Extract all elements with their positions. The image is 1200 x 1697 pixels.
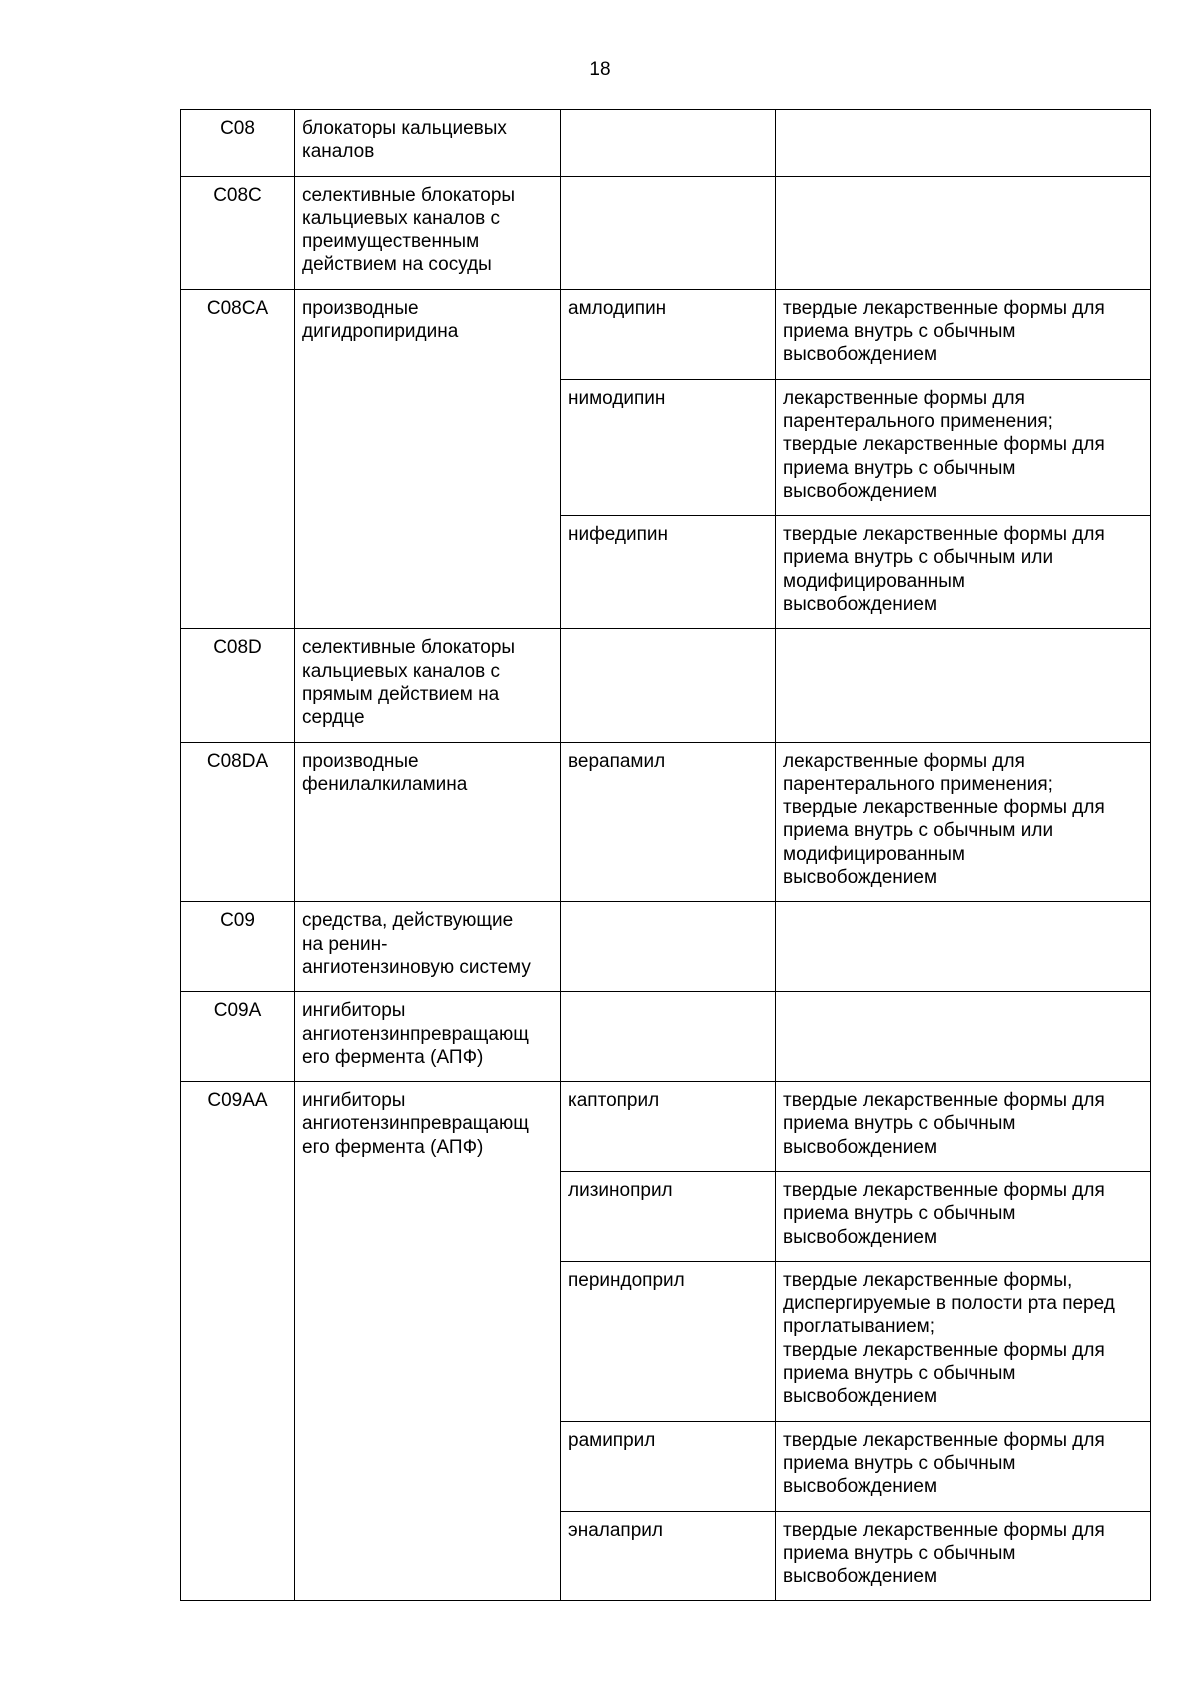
atc-code-cell: C08D [181,629,295,742]
drug-name-cell: лизиноприл [561,1171,776,1261]
atc-code-cell: C08C [181,176,295,289]
drug-name-cell: нифедипин [561,516,776,629]
table-row [181,289,1151,379]
group-name-cell: селективные блокаторы кальциевых каналов с прямым действием на сердце [295,629,561,742]
group-name-cell: производные дигидропиридина [295,289,561,629]
group-name-cell: блокаторы кальциевых каналов [295,110,561,177]
dosage-forms-cell [776,992,1151,1082]
dosage-forms-cell: твердые лекарственные формы для приема внутрь с обычным высвобождением [776,1421,1151,1511]
drug-name-cell: нимодипин [561,379,776,515]
page-number: 18 [589,59,611,80]
dosage-forms-cell [776,629,1151,742]
drug-name-cell: верапамил [561,742,776,902]
dosage-forms-cell: лекарственные формы для парентерального применения; твердые лекарственные формы для приема внутрь с обычным или модифицированным высвобождением [776,742,1151,902]
dosage-forms-cell: твердые лекарственные формы для приема внутрь с обычным высвобождением [776,1171,1151,1261]
table-row [181,902,1151,992]
atc-code-cell: C09 [181,902,295,992]
dosage-forms-cell: твердые лекарственные формы для приема внутрь с обычным или модифицированным высвобождением [776,516,1151,629]
group-name-cell: ингибиторы ангиотензинпревращающ его фермента (АПФ) [295,1082,561,1601]
drug-name-cell: периндоприл [561,1261,776,1421]
drug-name-cell [561,992,776,1082]
group-name-cell: средства, действующие на ренин- ангиотензиновую систему [295,902,561,992]
dosage-forms-cell: твердые лекарственные формы для приема внутрь с обычным высвобождением [776,289,1151,379]
dosage-forms-cell: лекарственные формы для парентерального применения; твердые лекарственные формы для приема внутрь с обычным высвобождением [776,379,1151,515]
atc-code-cell: C08DA [181,742,295,902]
drug-name-cell: эналаприл [561,1511,776,1601]
table-row [181,742,1151,902]
drug-name-cell: каптоприл [561,1082,776,1172]
drug-classification-table [180,109,1151,1601]
drug-name-cell: амлодипин [561,289,776,379]
atc-code-cell: C08CA [181,289,295,629]
dosage-forms-cell: твердые лекарственные формы для приема внутрь с обычным высвобождением [776,1511,1151,1601]
drug-name-cell [561,110,776,177]
table-row [181,110,1151,177]
drug-name-cell: рамиприл [561,1421,776,1511]
drug-name-cell [561,902,776,992]
atc-code-cell: C09AA [181,1082,295,1601]
table-row [181,992,1151,1082]
drug-name-cell [561,629,776,742]
group-name-cell: ингибиторы ангиотензинпревращающ его фермента (АПФ) [295,992,561,1082]
dosage-forms-cell: твердые лекарственные формы для приема внутрь с обычным высвобождением [776,1082,1151,1172]
dosage-forms-cell: твердые лекарственные формы, диспергируемые в полости рта перед проглатыванием; твердые лекарственные формы для приема внутрь с обычным высвобождением [776,1261,1151,1421]
dosage-forms-cell [776,176,1151,289]
group-name-cell: селективные блокаторы кальциевых каналов с преимущественным действием на сосуды [295,176,561,289]
table-row [181,629,1151,742]
table-row [181,176,1151,289]
dosage-forms-cell [776,902,1151,992]
atc-code-cell: C09A [181,992,295,1082]
table-row [181,1082,1151,1172]
table-body [181,110,1151,1601]
atc-code-cell: C08 [181,110,295,177]
dosage-forms-cell [776,110,1151,177]
drug-name-cell [561,176,776,289]
group-name-cell: производные фенилалкиламина [295,742,561,902]
